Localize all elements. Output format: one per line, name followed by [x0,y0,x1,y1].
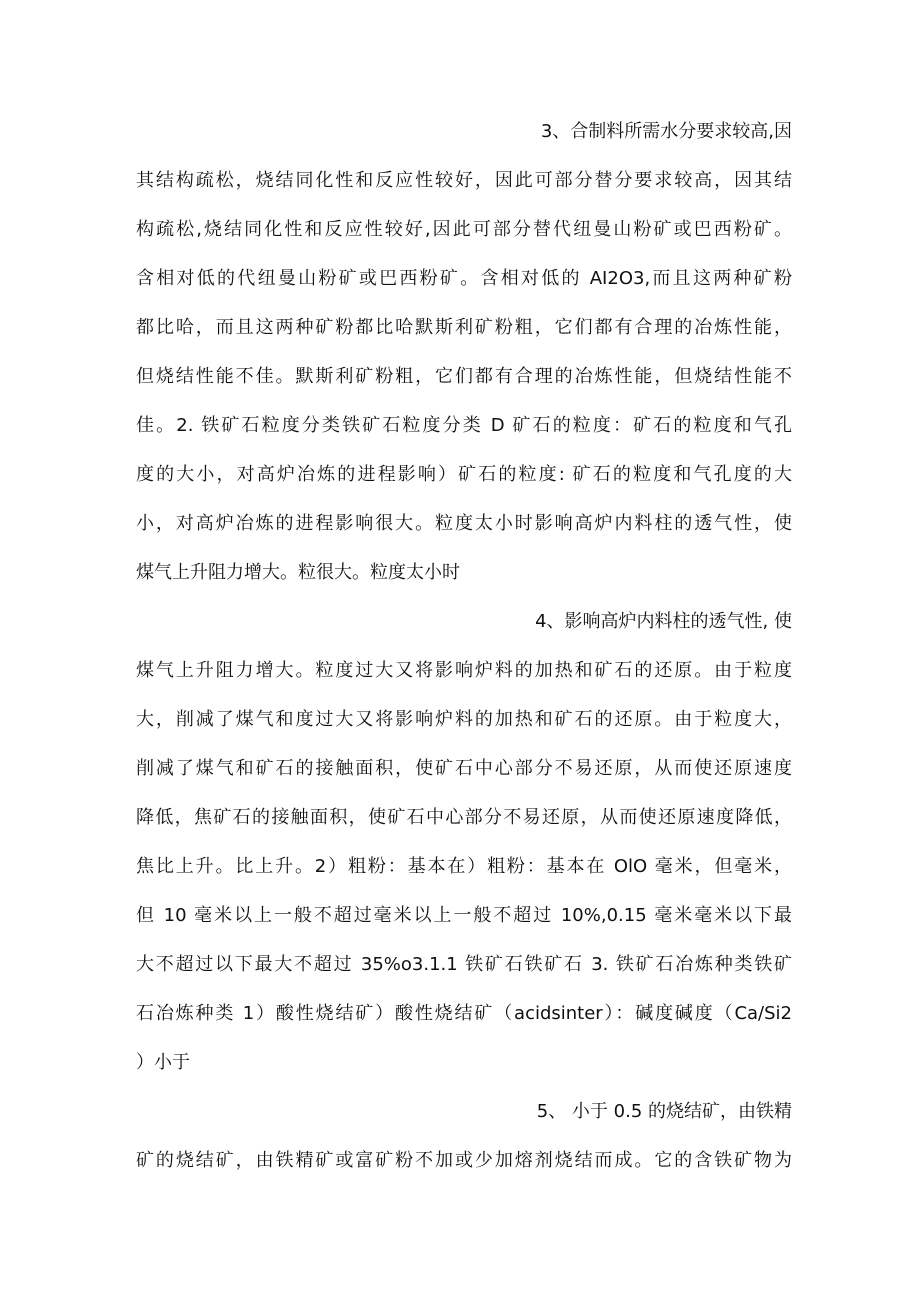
text-line: 降低，焦矿石的接触面积，使矿石中心部分不易还原，从而使还原速度降低， [136,807,792,828]
text-line: 其结构疏松，烧结同化性和反应性较好，因此可部分替分要求较高，因其结 [136,170,792,191]
text-line: 3、合制料所需水分要求较高,因 [540,121,792,142]
text-line: 石冶炼种类 1）酸性烧结矿）酸性烧结矿（acidsinter）：碱度碱度（Ca/Si2 [136,1003,792,1024]
text-line: 但 10 毫米以上一般不超过毫米以上一般不超过 10%,0.15 毫米毫米以下最 [136,905,792,926]
text-line: ）小于 [136,1052,190,1073]
text-line: 都比哈，而且这两种矿粉都比哈默斯利矿粉粗，它们都有合理的冶炼性能， [136,317,792,338]
text-line: 煤气上升阻力增大。粒度过大又将影响炉料的加热和矿石的还原。由于粒度 [136,660,792,681]
text-line: 度的大小，对高炉冶炼的进程影响）矿石的粒度: 矿石的粒度和气孔度的大 [136,464,792,485]
text-line: 5、 小于 0.5 的烧结矿，由铁精 [536,1101,792,1122]
text-line: 含相对低的代纽曼山粉矿或巴西粉矿。含相对低的 AI2O3,而且这两种矿粉 [136,268,792,289]
text-line: 4、影响高炉内料柱的透气性, 使 [535,611,792,632]
text-line: 但烧结性能不佳。默斯利矿粉粗，它们都有合理的冶炼性能，但烧结性能不 [136,366,792,387]
text-line: 煤气上升阻力增大。粒很大。粒度太小时 [136,562,460,583]
text-line: 小，对高炉冶炼的进程影响很大。粒度太小时影响高炉内料柱的透气性，使 [136,513,792,534]
text-line: 大，削减了煤气和度过大又将影响炉料的加热和矿石的还原。由于粒度大， [136,709,792,730]
text-line: 削减了煤气和矿石的接触面积，使矿石中心部分不易还原，从而使还原速度 [136,758,792,779]
text-line: 大不超过以下最大不超过 35%o3.1.1 铁矿石铁矿石 3. 铁矿石冶炼种类铁矿 [136,954,792,975]
text-line: 矿的烧结矿，由铁精矿或富矿粉不加或少加熔剂烧结而成。它的含铁矿物为 [136,1150,792,1171]
text-line: 焦比上升。比上升。2）粗粉：基本在）粗粉：基本在 OlO 毫米，但毫米， [136,856,792,877]
text-line: 佳。2. 铁矿石粒度分类铁矿石粒度分类 D 矿石的粒度：矿石的粒度和气孔 [136,415,792,436]
text-line: 构疏松,烧结同化性和反应性较好,因此可部分替代纽曼山粉矿或巴西粉矿。 [136,219,792,240]
